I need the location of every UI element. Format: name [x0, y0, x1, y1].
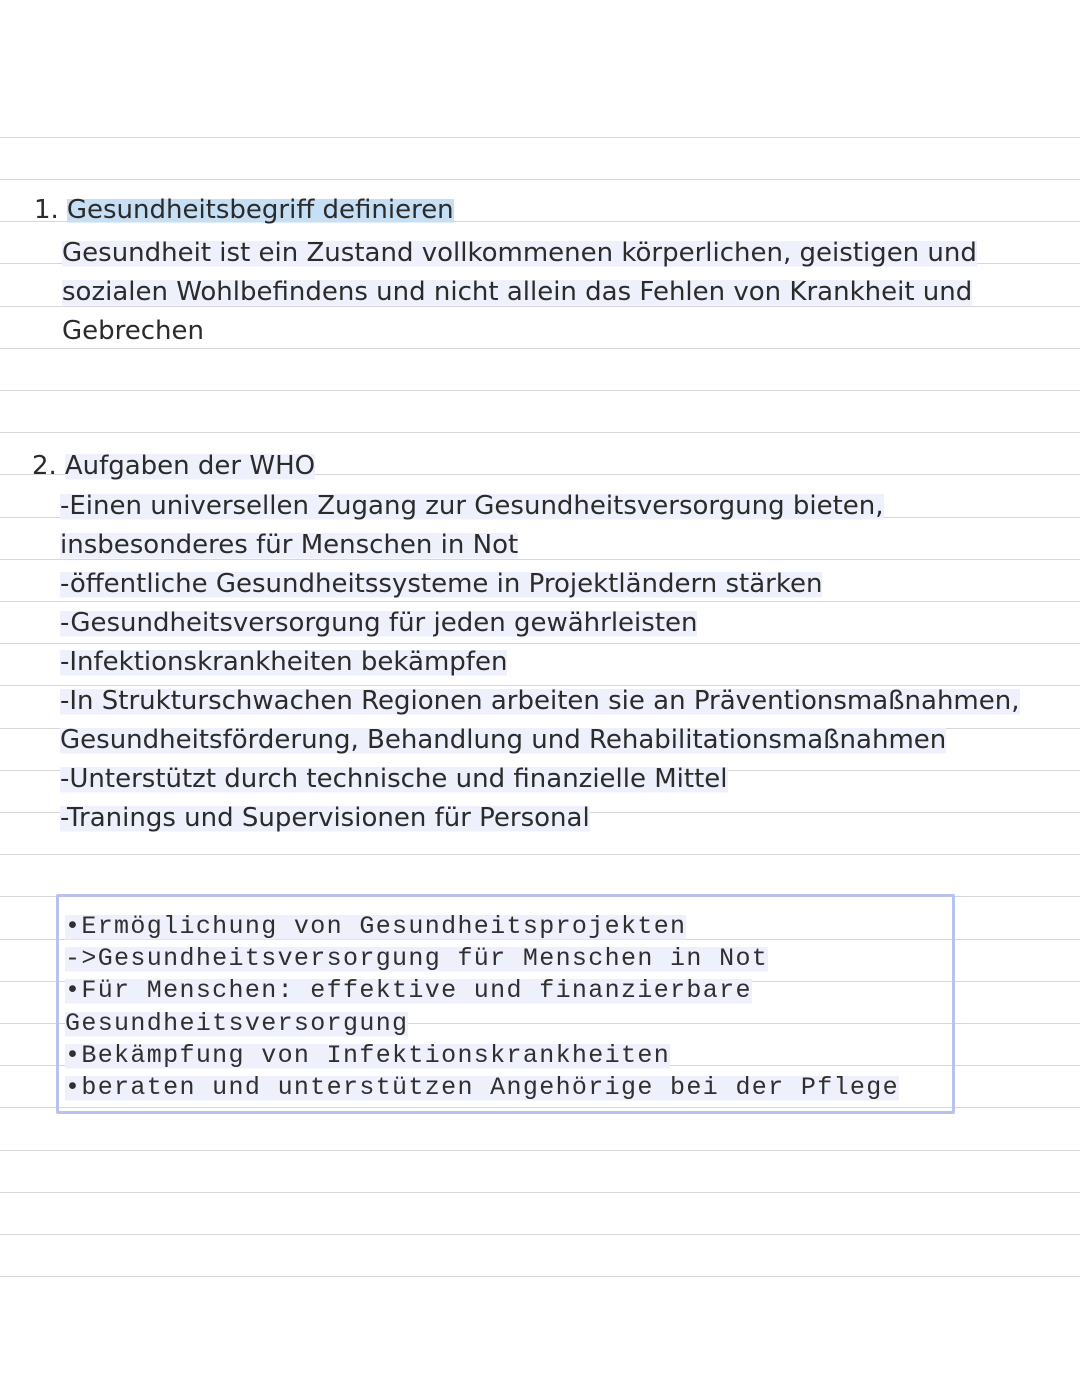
section-1-line-text: Gesundheit ist ein Zustand vollkommenen körperlichen, geistigen und [62, 238, 977, 268]
section-2-line [60, 526, 1020, 565]
section-2-line [60, 487, 1020, 526]
section-2-line [60, 721, 1020, 760]
section-2-line [60, 760, 1020, 799]
ruled-line [0, 1150, 1080, 1151]
summary-line [65, 1008, 899, 1040]
summary-line-text: ->Gesundheitsversorgung für Menschen in Not [65, 944, 769, 974]
section-1-heading [34, 195, 454, 225]
section-2-heading [32, 451, 315, 481]
summary-line-text: •Ermöglichung von Gesundheitsprojekten [65, 912, 687, 941]
section-1-body [62, 234, 977, 351]
section-1-line-text: Gebrechen [62, 316, 205, 346]
ruled-line [0, 432, 1080, 433]
summary-box [56, 894, 955, 1114]
section-1-line-text: sozialen Wohlbefindens und nicht allein das Fehlen von Krankheit und [62, 277, 973, 307]
section-2-title: Aufgaben der WHO [64, 451, 316, 481]
section-2-number: 2. [32, 451, 57, 481]
ruled-line [0, 137, 1080, 138]
section-2-line-text: -Unterstützt durch technische und finanzielle Mittel [60, 764, 728, 794]
section-2-line-text: insbesonderes für Menschen in Not [60, 530, 519, 560]
section-2-line [60, 565, 1020, 604]
summary-line-text: •Bekämpfung von Infektionskrankheiten [65, 1040, 671, 1070]
section-1-title: Gesundheitsbegriff definieren [66, 195, 454, 225]
ruled-line [0, 854, 1080, 855]
summary-line-text: •beraten und unterstützen Angehörige bei der Pflege [65, 1072, 899, 1102]
section-2-line-text: -Gesundheitsversorgung für jeden gewährleisten [60, 608, 698, 638]
summary-line [65, 1072, 899, 1104]
section-1-number: 1. [34, 195, 59, 225]
section-2-line-text: -Einen universellen Zugang zur Gesundheitsversorgung bieten, [60, 491, 884, 521]
section-1-line [62, 273, 977, 312]
summary-box-text [65, 911, 899, 1104]
ruled-line [0, 390, 1080, 391]
summary-line [65, 1040, 899, 1072]
section-2-line [60, 604, 1020, 643]
section-2-line-text: Gesundheitsförderung, Behandlung und Rehabilitationsmaßnahmen [60, 725, 947, 755]
section-1-line [62, 234, 977, 273]
summary-line [65, 975, 899, 1007]
section-2-line [60, 643, 1020, 682]
section-1-line [62, 312, 977, 351]
ruled-line [0, 179, 1080, 180]
section-2-body [60, 487, 1020, 838]
section-2-line-text: -In Strukturschwachen Regionen arbeiten sie an Präventionsmaßnahmen, [60, 686, 1020, 716]
section-2-line [60, 682, 1020, 721]
section-2-line-text: -Tranings und Supervisionen für Personal [60, 803, 590, 833]
section-2-line [60, 799, 1020, 838]
ruled-line [0, 1234, 1080, 1235]
summary-line-text: •Für Menschen: effektive und finanzierbare [65, 976, 752, 1006]
section-2-line-text: -öffentliche Gesundheitssysteme in Projektländern stärken [60, 569, 823, 599]
ruled-line [0, 1276, 1080, 1277]
summary-line [65, 943, 899, 975]
summary-line [65, 911, 899, 943]
summary-line-text: Gesundheitsversorgung [65, 1008, 409, 1038]
section-2-line-text: -Infektionskrankheiten bekämpfen [60, 647, 508, 677]
ruled-line [0, 1192, 1080, 1193]
